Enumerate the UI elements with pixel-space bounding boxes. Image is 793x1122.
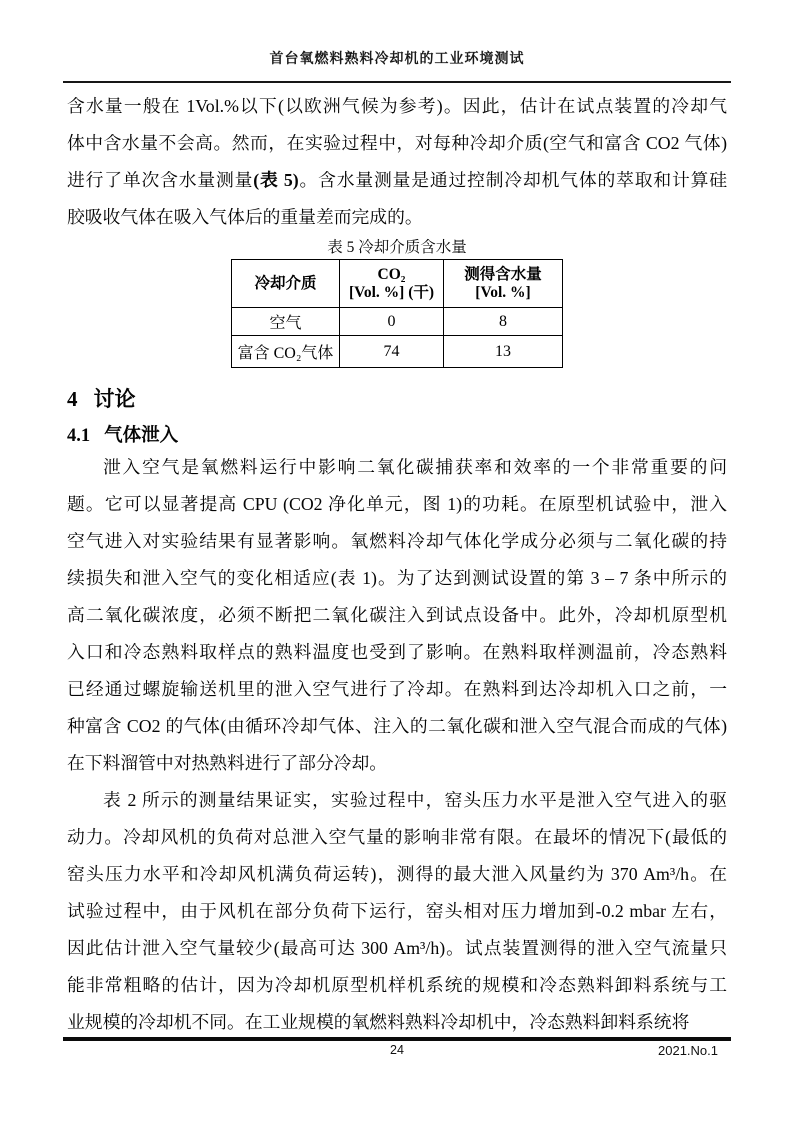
paragraph-kiln-pressure [67,782,727,1041]
running-header: 首台氧燃料熟料冷却机的工业环境测试 [269,52,525,67]
cell-co2: 74 [340,336,444,368]
section-heading-discussion [67,386,727,412]
header-line: 冷却介质 [254,274,317,292]
section-title: 讨论 [93,387,136,411]
header-line: [Vol. %] (干) [348,283,435,301]
cell-water: 13 [444,336,563,368]
footer-row [63,1043,731,1061]
cell-medium: 空气 [232,308,340,336]
header-line: CO₂ [377,265,406,283]
text-line: 高二氧化碳浓度，必须不断把二氧化碳注入到试点设备中。此外，冷却机原型机 [67,605,727,625]
table-row-co2-rich-gas [232,336,563,368]
subsection-heading-gas-leak [67,425,727,447]
page-content [67,50,727,1041]
page-footer [63,1037,731,1061]
text-line: 业规模的冷却机不同。在工业规模的氧燃料熟料冷却机中，冷态熟料卸料系统将 [67,1012,690,1032]
header-line: [Vol. %] [475,283,531,301]
paragraph-air-leak [67,449,727,782]
cell-medium: 富含 CO₂气体 [232,336,340,368]
header-cell-medium [232,260,340,308]
text-line: 续损失和泄入空气的变化相适应(表 1)。为了达到测试设置的第 3 – 7 条中所示的 [67,568,727,588]
footer-rule [63,1037,731,1041]
text-line: 胶吸收气体在吸入气体后的重量差而完成的。 [67,207,423,227]
text-line: 表 2 所示的测量结果证实，实验过程中，窑头压力水平是泄入空气进入的驱 [103,790,727,810]
header-line: 测得含水量 [464,265,542,283]
section-number: 4 [67,387,78,411]
cooling-media-water-table [231,259,563,368]
subsection-number: 4.1 [67,426,91,446]
table-header-row [232,260,563,308]
text-line: 已经通过螺旋输送机里的泄入空气进行了冷却。在熟料到达冷却机入口之前，一 [67,679,727,699]
text-line: 泄入空气是氧燃料运行中影响二氧化碳捕获率和效率的一个非常重要的问 [103,457,727,477]
text-line: 因此估计泄入空气量较少(最高可达 300 Am³/h)。试点装置测得的泄入空气流量只 [67,938,727,958]
paragraph-water-content [67,88,727,236]
text-line: 体中含水量不会高。然而，在实验过程中，对每种冷却介质(空气和富含 CO2 气体) [67,133,727,153]
header-rule [63,81,731,83]
text-line: 试验过程中，由于风机在部分负荷下运行，窑头相对压力增加到-0.2 mbar 左右， [67,901,727,921]
text-line: 动力。冷却风机的负荷对总泄入空气量的影响非常有限。在最坏的情况下(最低的 [67,827,727,847]
header-cell-measured-water [444,260,563,308]
page-number: 24 [390,1043,404,1057]
issue-label: 2021.No.1 [658,1043,718,1058]
cell-water: 8 [444,308,563,336]
text-line: 含水量一般在 1Vol.%以下(以欧洲气候为参考)。因此，估计在试点装置的冷却气 [67,96,727,116]
text-line: 种富含 CO2 的气体(由循环冷却气体、注入的二氧化碳和泄入空气混合而成的气体) [67,716,727,736]
text-line: 空气进入对实验结果有显著影响。氧燃料冷却气体化学成分必须与二氧化碳的持 [67,531,727,551]
table-caption: 表 5 冷却介质含水量 [327,239,467,256]
text-line: 题。它可以显著提高 CPU (CO2 净化单元，图 1)的功耗。在原型机试验中，泄入 [67,494,727,514]
text-line: 能非常粗略的估计，因为冷却机原型机样机系统的规模和冷态熟料卸料系统与工 [67,975,727,995]
text-line: 进行了单次含水量测量(表 5)。含水量测量是通过控制冷却机气体的萃取和计算硅 [67,170,727,190]
table-row-air [232,308,563,336]
cell-co2: 0 [340,308,444,336]
text-line: 入口和冷态熟料取样点的熟料温度也受到了影响。在熟料取样测温前，冷态熟料 [67,642,727,662]
text-line: 窑头压力水平和冷却风机满负荷运转)，测得的最大泄入风量约为 370 Am³/h。在 [67,864,727,884]
header-cell-co2 [340,260,444,308]
subsection-title: 气体泄入 [104,426,179,446]
text-line: 在下料溜管中对热熟料进行了部分冷却。 [67,753,388,773]
